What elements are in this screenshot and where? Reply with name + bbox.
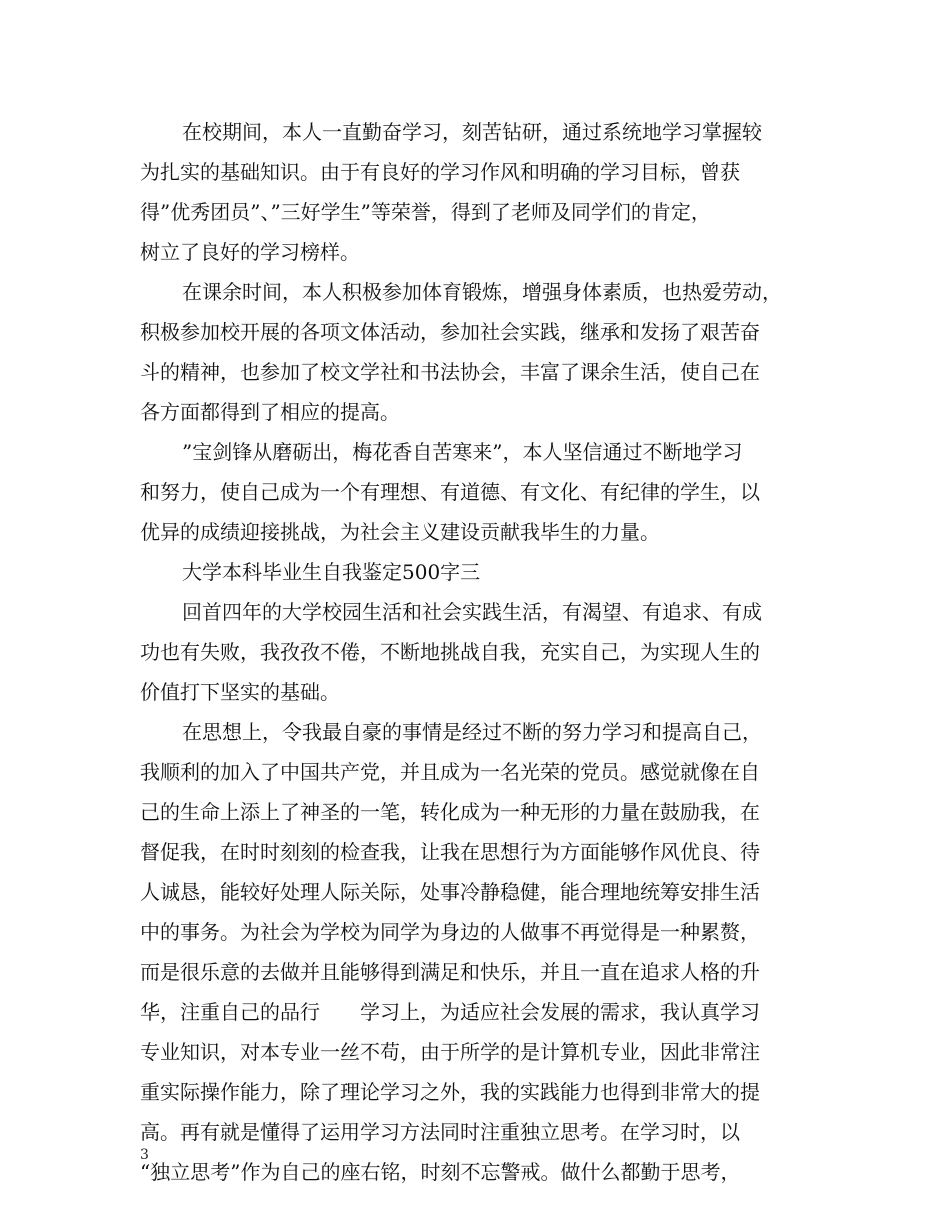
paragraph-line: “独立思考”作为自己的座右铭，时刻不忘警戒。做什么都勤于思考，	[140, 1160, 741, 1184]
paragraph-line: 高。再有就是懂得了运用学习方法同时注重独立思考。在学习时，以	[140, 1120, 740, 1144]
paragraph-line: ”宝剑锋从磨砺出，梅花香自苦寒来”，本人坚信通过不断地学习	[182, 440, 743, 464]
paragraph-line: 而是很乐意的去做并且能够得到满足和快乐，并且一直在追求人格的升	[140, 960, 760, 984]
paragraph-line: 树立了良好的学习榜样。	[140, 240, 360, 264]
paragraph-line: 在思想上，令我最自豪的事情是经过不断的努力学习和提高自己，	[182, 720, 762, 744]
paragraph-line: 价值打下坚实的基础。	[140, 680, 340, 704]
paragraph-line: 为扎实的基础知识。由于有良好的学习作风和明确的学习目标，曾获	[140, 160, 740, 184]
paragraph-line: 和努力，使自己成为一个有理想、有道德、有文化、有纪律的学生，以	[140, 480, 760, 504]
paragraph-line: 在课余时间，本人积极参加体育锻炼，增强身体素质，也热爱劳动，	[182, 280, 782, 304]
paragraph-line: 在校期间，本人一直勤奋学习，刻苦钻研，通过系统地学习掌握较	[182, 120, 762, 144]
paragraph-line: 功也有失败，我孜孜不倦，不断地挑战自我，充实自己，为实现人生的	[140, 640, 760, 664]
paragraph-line: 积极参加校开展的各项文体活动，参加社会实践，继承和发扬了艰苦奋	[140, 320, 760, 344]
section-heading: 大学本科毕业生自我鉴定500字三	[182, 560, 481, 584]
paragraph-line: 回首四年的大学校园生活和社会实践生活，有渴望、有追求、有成	[182, 600, 762, 624]
paragraph-line: 我顺利的加入了中国共产党，并且成为一名光荣的党员。感觉就像在自	[140, 760, 760, 784]
paragraph-line: 华，注重自己的品行 学习上，为适应社会发展的需求，我认真学习	[140, 1000, 760, 1024]
paragraph-line: 专业知识，对本专业一丝不苟，由于所学的是计算机专业，因此非常注	[140, 1040, 760, 1064]
page-number: 3	[140, 1147, 149, 1163]
paragraph-line: 督促我，在时时刻刻的检查我，让我在思想行为方面能够作风优良、待	[140, 840, 760, 864]
paragraph-line: 中的事务。为社会为学校为同学为身边的人做事不再觉得是一种累赘，	[140, 920, 760, 944]
paragraph-line: 人诚恳，能较好处理人际关际，处事冷静稳健，能合理地统筹安排生活	[140, 880, 760, 904]
paragraph-line: 斗的精神，也参加了校文学社和书法协会，丰富了课余生活，使自己在	[140, 360, 760, 384]
paragraph-line: 重实际操作能力，除了理论学习之外，我的实践能力也得到非常大的提	[140, 1080, 760, 1104]
paragraph-line: 各方面都得到了相应的提高。	[140, 400, 400, 424]
paragraph-line: 己的生命上添上了神圣的一笔，转化成为一种无形的力量在鼓励我，在	[140, 800, 760, 824]
paragraph-line: 优异的成绩迎接挑战，为社会主义建设贡献我毕生的力量。	[140, 520, 660, 544]
paragraph-line: 得”优秀团员”、”三好学生”等荣誉，得到了老师及同学们的肯定，	[140, 200, 711, 224]
